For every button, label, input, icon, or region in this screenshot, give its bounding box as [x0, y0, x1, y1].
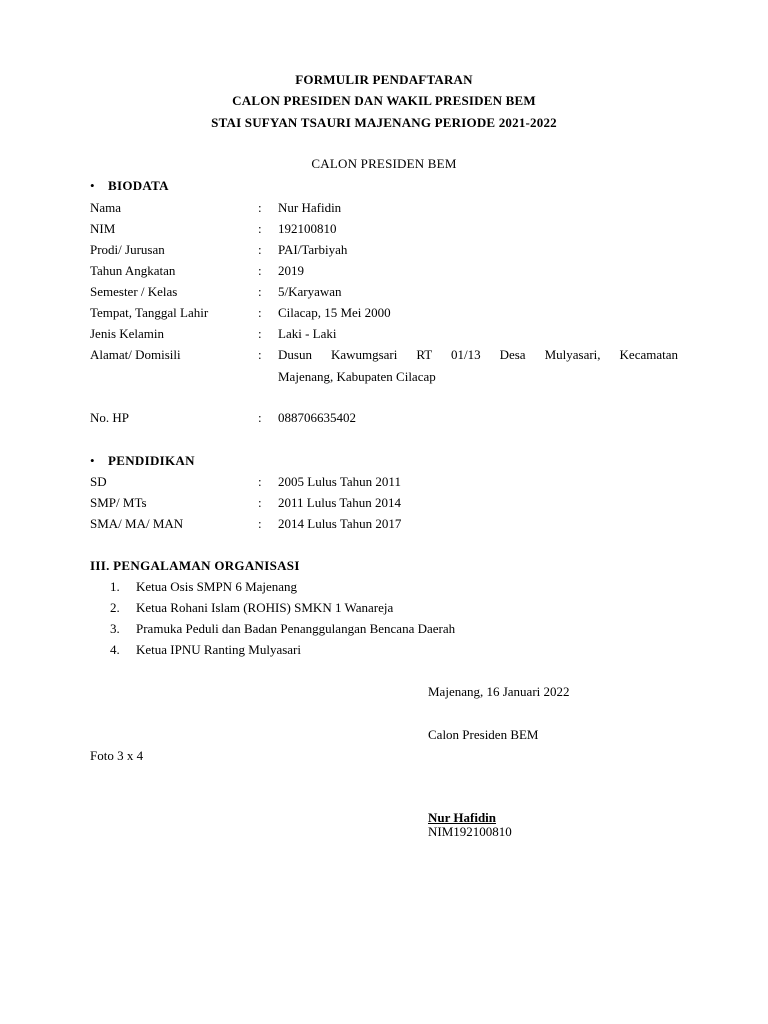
- field-label: Tahun Angkatan: [90, 263, 176, 278]
- field-colon: :: [258, 284, 262, 299]
- signatory-nim: NIM192100810: [428, 824, 512, 839]
- field-colon: :: [258, 347, 262, 362]
- organisasi-item: [110, 642, 301, 658]
- field-value: Laki - Laki: [278, 326, 337, 341]
- field-label: Prodi/ Jurusan: [90, 242, 165, 257]
- field-value: PAI/Tarbiyah: [278, 242, 348, 257]
- field-colon: :: [258, 495, 262, 510]
- list-text: Pramuka Peduli dan Badan Penanggulangan Bencana Daerah: [136, 621, 456, 636]
- field-colon: :: [258, 242, 262, 257]
- form-title-line-2: CALON PRESIDEN DAN WAKIL PRESIDEN BEM: [232, 93, 536, 108]
- biodata-row-semester: [90, 284, 678, 304]
- biodata-row-angkatan: [90, 263, 678, 283]
- biodata-row-alamat: [90, 347, 678, 367]
- field-label: No. HP: [90, 410, 130, 425]
- organisasi-heading: III. PENGALAMAN ORGANISASI: [90, 558, 300, 573]
- form-title-line-1: FORMULIR PENDAFTARAN: [295, 72, 473, 87]
- list-number: 3.: [110, 621, 120, 636]
- field-value: 2005 Lulus Tahun 2011: [278, 474, 401, 489]
- pendidikan-heading: [90, 453, 195, 469]
- field-colon: :: [258, 410, 262, 425]
- field-label: Alamat/ Domisili: [90, 347, 181, 362]
- biodata-heading-text: BIODATA: [108, 178, 169, 193]
- biodata-row-nama: [90, 200, 678, 220]
- alamat-continuation: Majenang, Kabupaten Cilacap: [278, 369, 436, 384]
- field-value: 2011 Lulus Tahun 2014: [278, 495, 401, 510]
- organisasi-item: [110, 600, 393, 616]
- list-text: Ketua IPNU Ranting Mulyasari: [136, 642, 302, 657]
- field-label: SD: [90, 474, 107, 489]
- field-label: NIM: [90, 221, 116, 236]
- pendidikan-heading-text: PENDIDIKAN: [108, 453, 195, 468]
- field-value: 088706635402: [278, 410, 356, 425]
- field-value: Cilacap, 15 Mei 2000: [278, 305, 391, 320]
- field-colon: :: [258, 516, 262, 531]
- field-colon: :: [258, 474, 262, 489]
- list-text: Ketua Rohani Islam (ROHIS) SMKN 1 Wanareja: [136, 600, 394, 615]
- biodata-row-jenis-kelamin: [90, 326, 678, 346]
- list-text: Ketua Osis SMPN 6 Majenang: [136, 579, 298, 594]
- pendidikan-row-sma: [90, 516, 678, 536]
- field-value: 2014 Lulus Tahun 2017: [278, 516, 402, 531]
- field-value: 192100810: [278, 221, 337, 236]
- biodata-heading: [90, 178, 169, 194]
- biodata-row-ttl: [90, 305, 678, 325]
- biodata-row-nim: [90, 221, 678, 241]
- form-title-line-3: STAI SUFYAN TSAURI MAJENANG PERIODE 2021-2022: [211, 115, 557, 130]
- pendidikan-row-sd: [90, 474, 678, 494]
- field-label: Tempat, Tanggal Lahir: [90, 305, 209, 320]
- list-number: 1.: [110, 579, 120, 594]
- field-label: Nama: [90, 200, 122, 215]
- photo-placeholder-label: Foto 3 x 4: [90, 748, 144, 763]
- biodata-row-prodi: [90, 242, 678, 262]
- field-colon: :: [258, 263, 262, 278]
- field-value: Nur Hafidin: [278, 200, 342, 215]
- organisasi-item: [110, 621, 455, 637]
- field-label: Semester / Kelas: [90, 284, 178, 299]
- field-colon: :: [258, 305, 262, 320]
- list-number: 2.: [110, 600, 120, 615]
- field-label: Jenis Kelamin: [90, 326, 165, 341]
- field-value: 5/Karyawan: [278, 284, 342, 299]
- field-value: Dusun Kawumgsari RT 01/13 Desa Mulyasari, Kecamatan: [278, 347, 678, 362]
- field-colon: :: [258, 326, 262, 341]
- field-label: SMA/ MA/ MAN: [90, 516, 184, 531]
- bullet-icon: •: [90, 453, 95, 468]
- signature-role: Calon Presiden BEM: [428, 727, 539, 742]
- field-colon: :: [258, 200, 262, 215]
- pendidikan-row-smp: [90, 495, 678, 515]
- field-colon: :: [258, 221, 262, 236]
- organisasi-item: [110, 579, 297, 595]
- bullet-icon: •: [90, 178, 95, 193]
- candidate-subtitle: CALON PRESIDEN BEM: [311, 156, 457, 171]
- field-value: 2019: [278, 263, 304, 278]
- place-date: Majenang, 16 Januari 2022: [428, 684, 570, 699]
- biodata-row-hp: [90, 410, 678, 430]
- list-number: 4.: [110, 642, 120, 657]
- signatory-name: Nur Hafidin: [428, 810, 497, 825]
- field-label: SMP/ MTs: [90, 495, 147, 510]
